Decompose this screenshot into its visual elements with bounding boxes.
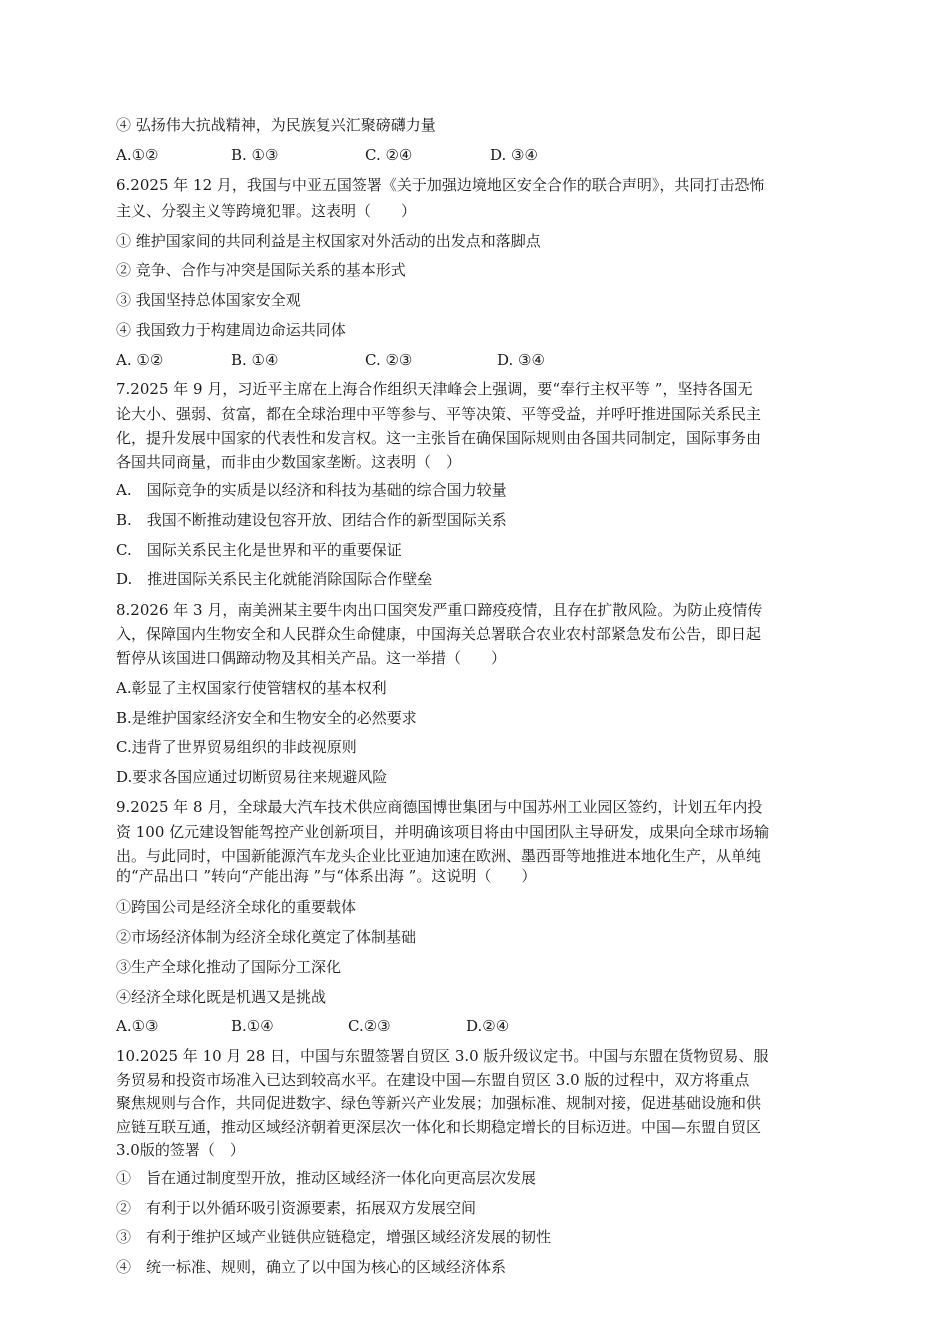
q8-stem-line: 暂停从该国进口偶蹄动物及其相关产品。这一举措（ ） (116, 649, 507, 667)
q8-stem-line: 8.2026 年 3 月，南美洲某主要牛肉出口国突发严重口蹄疫疫情，且存在扩散风险。为防止疫情传 (116, 601, 763, 619)
q6-item-1: ① 维护国家间的共同利益是主权国家对外活动的出发点和落脚点 (116, 232, 541, 250)
q7-stem-line: 各国共同商量，而非由少数国家垄断。这表明（ ） (116, 453, 462, 471)
q10-item-2: ② 有利于以外循环吸引资源要素，拓展双方发展空间 (116, 1199, 477, 1217)
q8-option-b: B.是维护国家经济安全和生物安全的必然要求 (116, 709, 417, 727)
q5-option-b: B. ①③ (231, 146, 279, 164)
q5-item-4: ④ 弘扬伟大抗战精神，为民族复兴汇聚磅礴力量 (116, 116, 436, 134)
q6-item-3: ③ 我国坚持总体国家安全观 (116, 291, 301, 309)
q7-stem-line: 化，提升发展中国家的代表性和发言权。这一主张旨在确保国际规则由各国共同制定，国际事务由 (116, 429, 762, 447)
q10-stem-line: 务贸易和投资市场准入已达到较高水平。在建设中国—东盟自贸区 3.0 版的过程中，双方将重点 (116, 1071, 750, 1089)
q7-option-d: D. 推进国际关系民主化就能消除国际合作壁垒 (116, 570, 433, 588)
q6-item-4: ④ 我国致力于构建周边命运共同体 (116, 321, 346, 339)
q9-item-2: ②市场经济体制为经济全球化奠定了体制基础 (116, 928, 417, 946)
q10-item-3: ③ 有利于维护区域产业链供应链稳定，增强区域经济发展的韧性 (116, 1228, 552, 1246)
q7-stem-line: 论大小、强弱、贫富，都在全球治理中平等参与、平等决策、平等受益，并呼吁推进国际关系民主 (116, 405, 762, 423)
q8-stem-line: 入，保障国内生物安全和人民群众生命健康，中国海关总署联合农业农村部紧急发布公告，即日起 (116, 625, 762, 643)
q9-stem-line: 出。与此同时，中国新能源汽车龙头企业比亚迪加速在欧洲、墨西哥等地推进本地化生产，从单纯 (116, 847, 762, 865)
q9-option-a: A.①③ (116, 1017, 159, 1035)
q7-option-c: C. 国际关系民主化是世界和平的重要保证 (116, 541, 402, 559)
q7-stem-line: 7.2025 年 9 月，习近平主席在上海合作组织天津峰会上强调，要“奉行主权平等 ”，坚持各国无 (116, 380, 753, 398)
q6-stem-line: 6.2025 年 12 月，我国与中亚五国签署《关于加强边境地区安全合作的联合声明》，共同打击恐怖 (116, 176, 765, 194)
q9-stem-line: 的“产品出口 ”转向“产能出海 ”与“体系出海 ”。这说明（ ） (116, 867, 537, 885)
q10-item-1: ① 旨在通过制度型开放，推动区域经济一体化向更高层次发展 (116, 1169, 537, 1187)
q10-stem-line: 10.2025 年 10 月 28 日，中国与东盟签署自贸区 3.0 版升级议定书。中国与东盟在货物贸易、服 (116, 1047, 769, 1065)
q9-option-b: B.①④ (231, 1017, 274, 1035)
q9-stem-line: 资 100 亿元建设智能驾控产业创新项目，并明确该项目将由中国团队主导研发，成果向全球市场输 (116, 823, 770, 841)
q10-item-4: ④ 统一标准、规则，确立了以中国为核心的区域经济体系 (116, 1258, 507, 1276)
q10-stem-line: 3.0版的签署（ ） (116, 1141, 245, 1159)
q9-item-1: ①跨国公司是经济全球化的重要载体 (116, 898, 357, 916)
q5-option-d: D. ③④ (490, 146, 538, 164)
q10-stem-line: 聚焦规则与合作，共同促进数字、绿色等新兴产业发展；加强标准、规制对接，促进基础设施和供 (116, 1094, 762, 1112)
q6-option-d: D. ③④ (497, 351, 545, 369)
q9-option-d: D.②④ (466, 1017, 510, 1035)
q7-option-a: A. 国际竞争的实质是以经济和科技为基础的综合国力较量 (116, 481, 507, 499)
q9-item-4: ④经济全球化既是机遇又是挑战 (116, 988, 327, 1006)
q7-option-b: B. 我国不断推动建设包容开放、团结合作的新型国际关系 (116, 511, 507, 529)
q6-option-a: A. ①② (116, 351, 164, 369)
q9-stem-line: 9.2025 年 8 月，全球最大汽车技术供应商德国博世集团与中国苏州工业园区签约，计划五年内投 (116, 798, 763, 816)
q8-option-c: C.违背了世界贸易组织的非歧视原则 (116, 738, 357, 756)
q6-option-c: C. ②③ (365, 351, 413, 369)
q9-option-c: C.②③ (348, 1017, 391, 1035)
q8-option-d: D.要求各国应通过切断贸易往来规避风险 (116, 768, 388, 786)
q9-item-3: ③生产全球化推动了国际分工深化 (116, 958, 342, 976)
q8-option-a: A.彰显了主权国家行使管辖权的基本权利 (116, 679, 387, 697)
q6-item-2: ② 竞争、合作与冲突是国际关系的基本形式 (116, 261, 406, 279)
q10-stem-line: 应链互联互通，推动区域经济朝着更深层次一体化和长期稳定增长的目标迈进。中国—东盟自贸区 (116, 1118, 762, 1136)
q6-stem-line: 主义、分裂主义等跨境犯罪。这表明（ ） (116, 202, 417, 220)
q5-option-c: C. ②④ (365, 146, 413, 164)
q5-option-a: A.①② (116, 146, 159, 164)
q6-option-b: B. ①④ (231, 351, 279, 369)
